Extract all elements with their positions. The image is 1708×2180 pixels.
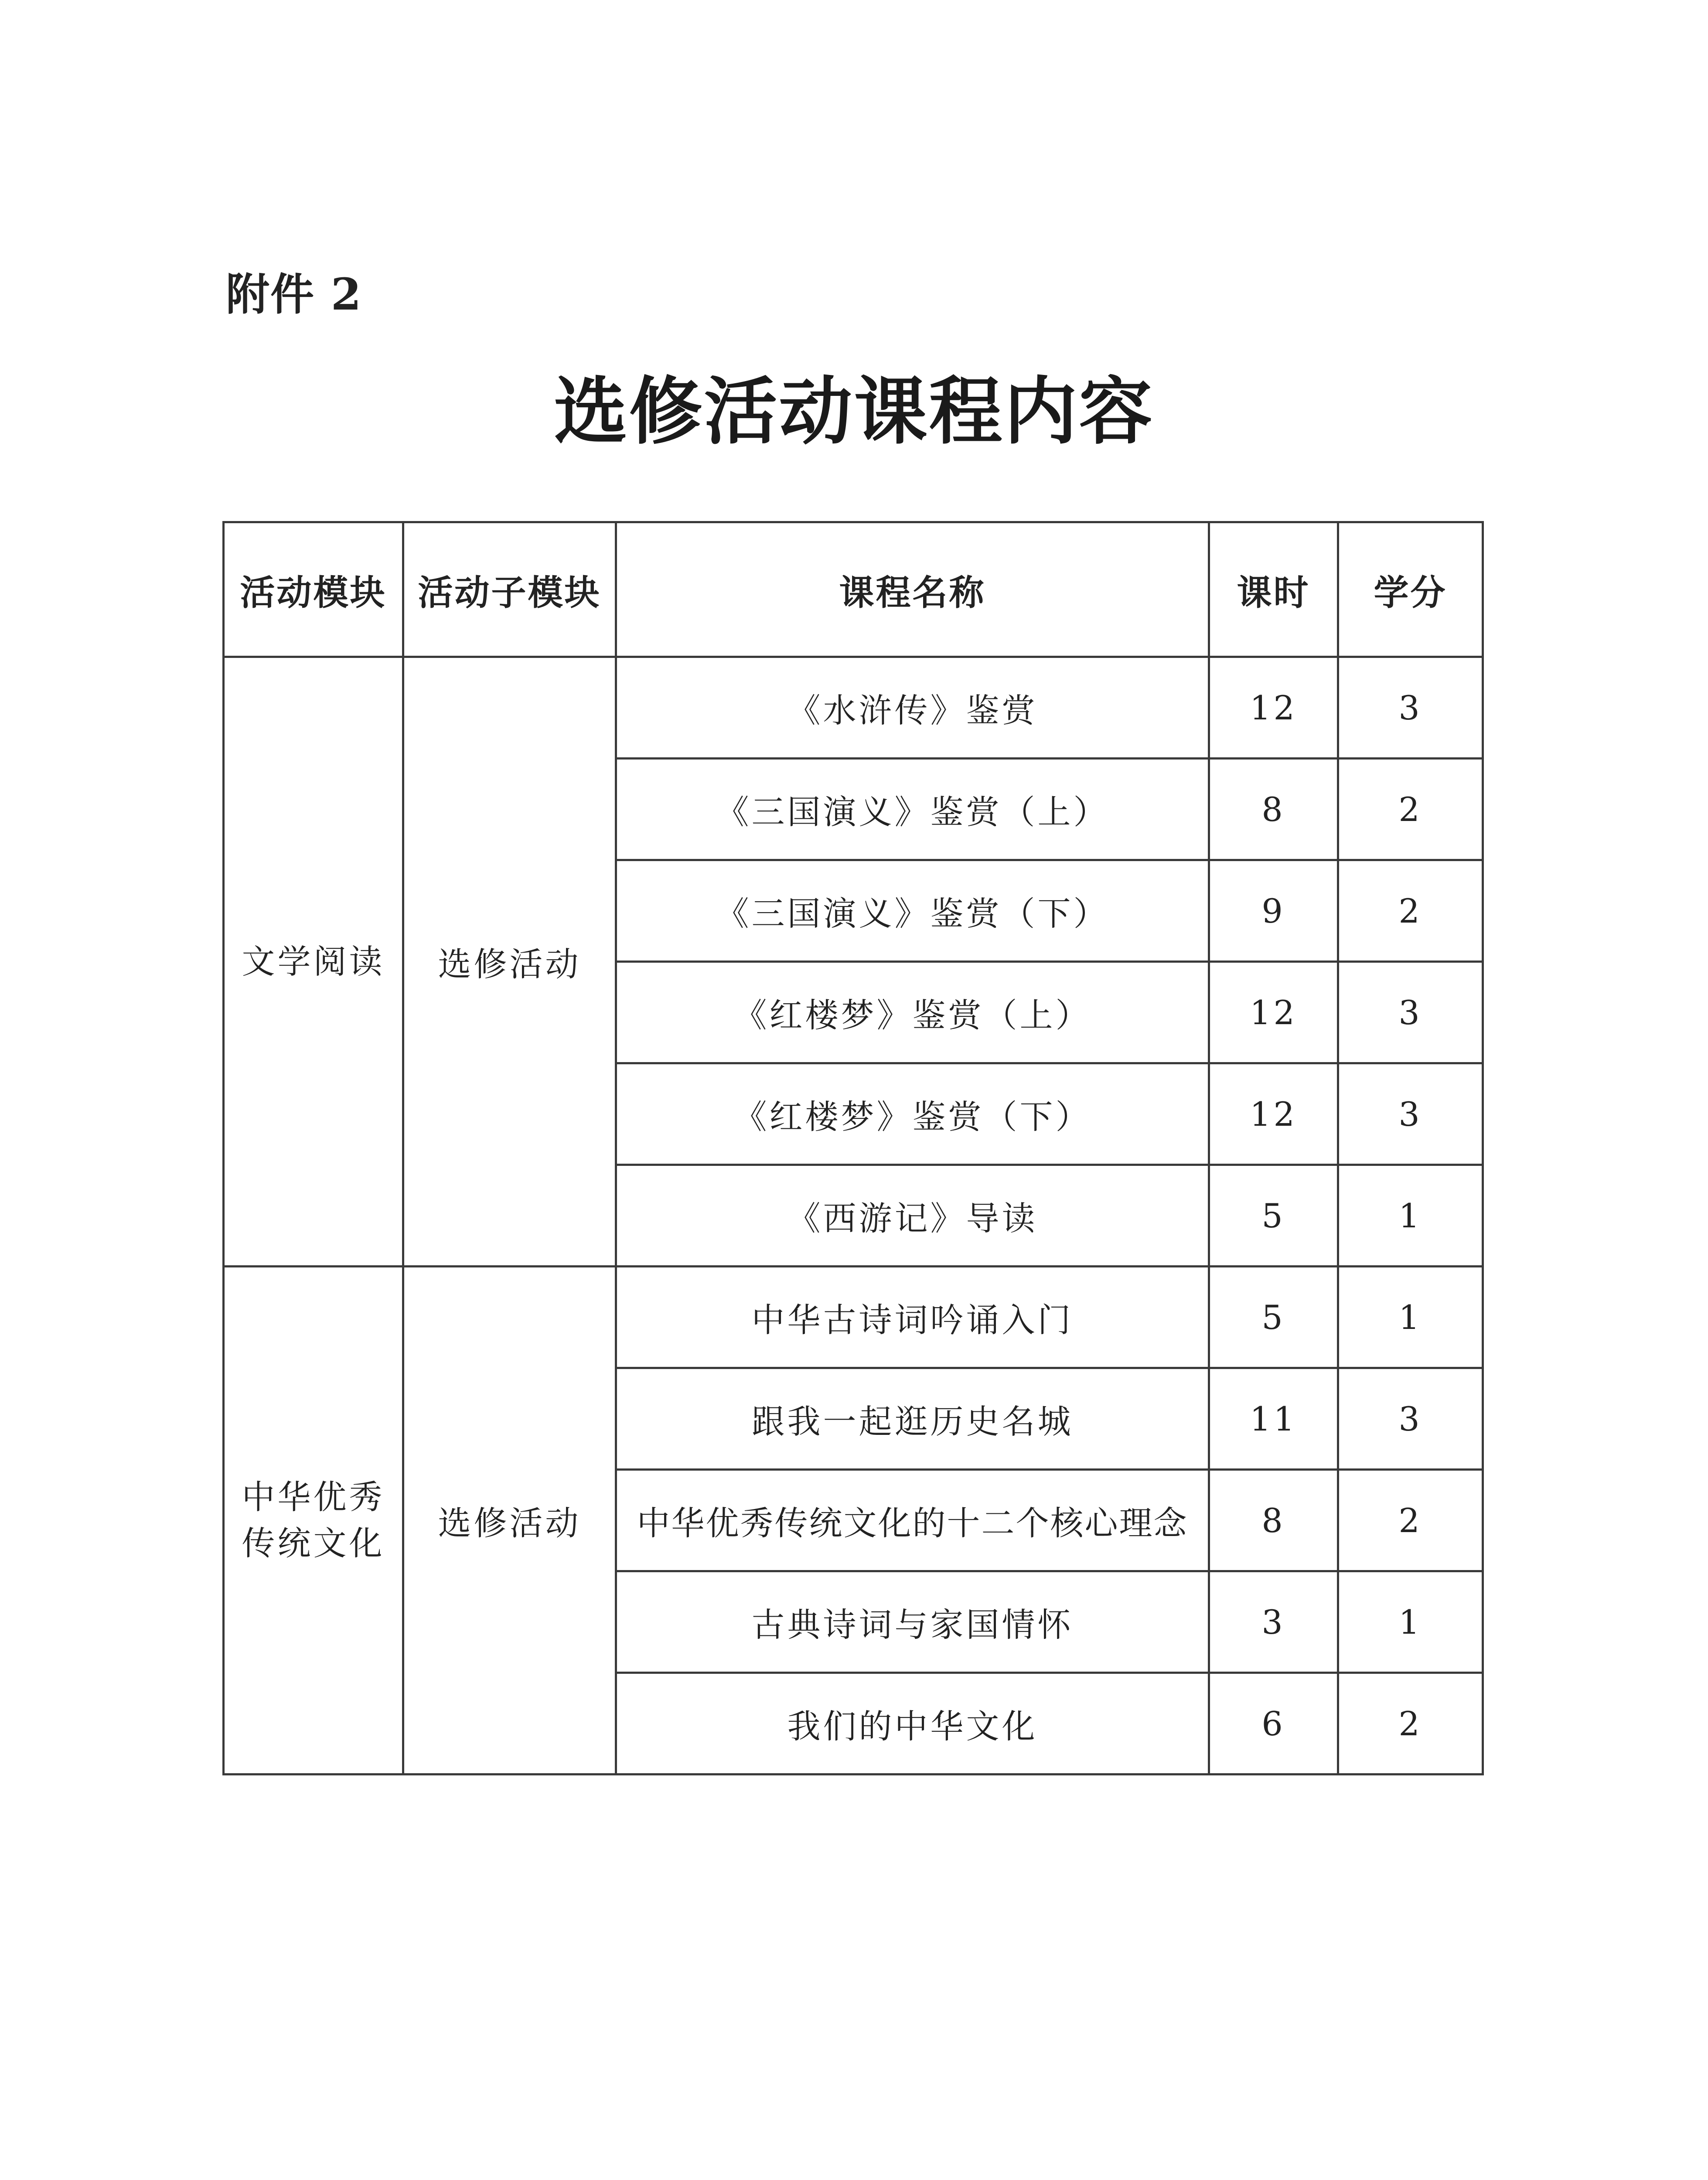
course-hours: 9 bbox=[1209, 860, 1338, 962]
course-credits: 1 bbox=[1338, 1571, 1483, 1673]
course-name: 《水浒传》鉴赏 bbox=[616, 657, 1209, 759]
header-submodule: 活动子模块 bbox=[403, 522, 616, 657]
course-hours: 12 bbox=[1209, 962, 1338, 1063]
course-credits: 2 bbox=[1338, 1673, 1483, 1775]
module-name-line2: 传统文化 bbox=[242, 1524, 385, 1563]
course-name: 《西游记》导读 bbox=[616, 1165, 1209, 1267]
course-credits: 1 bbox=[1338, 1267, 1483, 1368]
course-credits: 1 bbox=[1338, 1165, 1483, 1267]
course-credits: 2 bbox=[1338, 759, 1483, 860]
document-title: 选修活动课程内容 bbox=[554, 368, 1154, 454]
module-name: 文学阅读 bbox=[242, 942, 385, 981]
course-hours: 3 bbox=[1209, 1571, 1338, 1673]
course-credits: 3 bbox=[1338, 1368, 1483, 1470]
attachment-label: 附件 2 bbox=[226, 269, 362, 320]
table-row bbox=[224, 1267, 1483, 1368]
course-name: 《三国演义》鉴赏（上） bbox=[616, 759, 1209, 860]
course-hours: 8 bbox=[1209, 759, 1338, 860]
course-name: 《红楼梦》鉴赏（上） bbox=[616, 962, 1209, 1063]
submodule-cell: 选修活动 bbox=[403, 657, 616, 1267]
course-credits: 3 bbox=[1338, 657, 1483, 759]
header-credits: 学分 bbox=[1338, 522, 1483, 657]
course-hours: 11 bbox=[1209, 1368, 1338, 1470]
course-name: 中华优秀传统文化的十二个核心理念 bbox=[616, 1470, 1209, 1571]
course-name: 《红楼梦》鉴赏（下） bbox=[616, 1063, 1209, 1165]
submodule-cell: 选修活动 bbox=[403, 1267, 616, 1775]
course-credits: 3 bbox=[1338, 1063, 1483, 1165]
course-name: 我们的中华文化 bbox=[616, 1673, 1209, 1775]
course-hours: 12 bbox=[1209, 1063, 1338, 1165]
course-hours: 8 bbox=[1209, 1470, 1338, 1571]
course-credits: 3 bbox=[1338, 962, 1483, 1063]
course-hours: 6 bbox=[1209, 1673, 1338, 1775]
course-table bbox=[222, 521, 1484, 1775]
course-hours: 5 bbox=[1209, 1267, 1338, 1368]
course-name: 古典诗词与家国情怀 bbox=[616, 1571, 1209, 1673]
course-name: 跟我一起逛历史名城 bbox=[616, 1368, 1209, 1470]
course-hours: 12 bbox=[1209, 657, 1338, 759]
table-header-row bbox=[224, 522, 1483, 657]
course-credits: 2 bbox=[1338, 1470, 1483, 1571]
header-course-name: 课程名称 bbox=[616, 522, 1209, 657]
course-hours: 5 bbox=[1209, 1165, 1338, 1267]
module-cell bbox=[224, 657, 403, 1267]
table-row bbox=[224, 657, 1483, 759]
course-name: 《三国演义》鉴赏（下） bbox=[616, 860, 1209, 962]
header-module: 活动模块 bbox=[224, 522, 403, 657]
header-hours: 课时 bbox=[1209, 522, 1338, 657]
module-cell bbox=[224, 1267, 403, 1775]
course-credits: 2 bbox=[1338, 860, 1483, 962]
course-name: 中华古诗词吟诵入门 bbox=[616, 1267, 1209, 1368]
module-name-line1: 中华优秀 bbox=[242, 1478, 385, 1516]
